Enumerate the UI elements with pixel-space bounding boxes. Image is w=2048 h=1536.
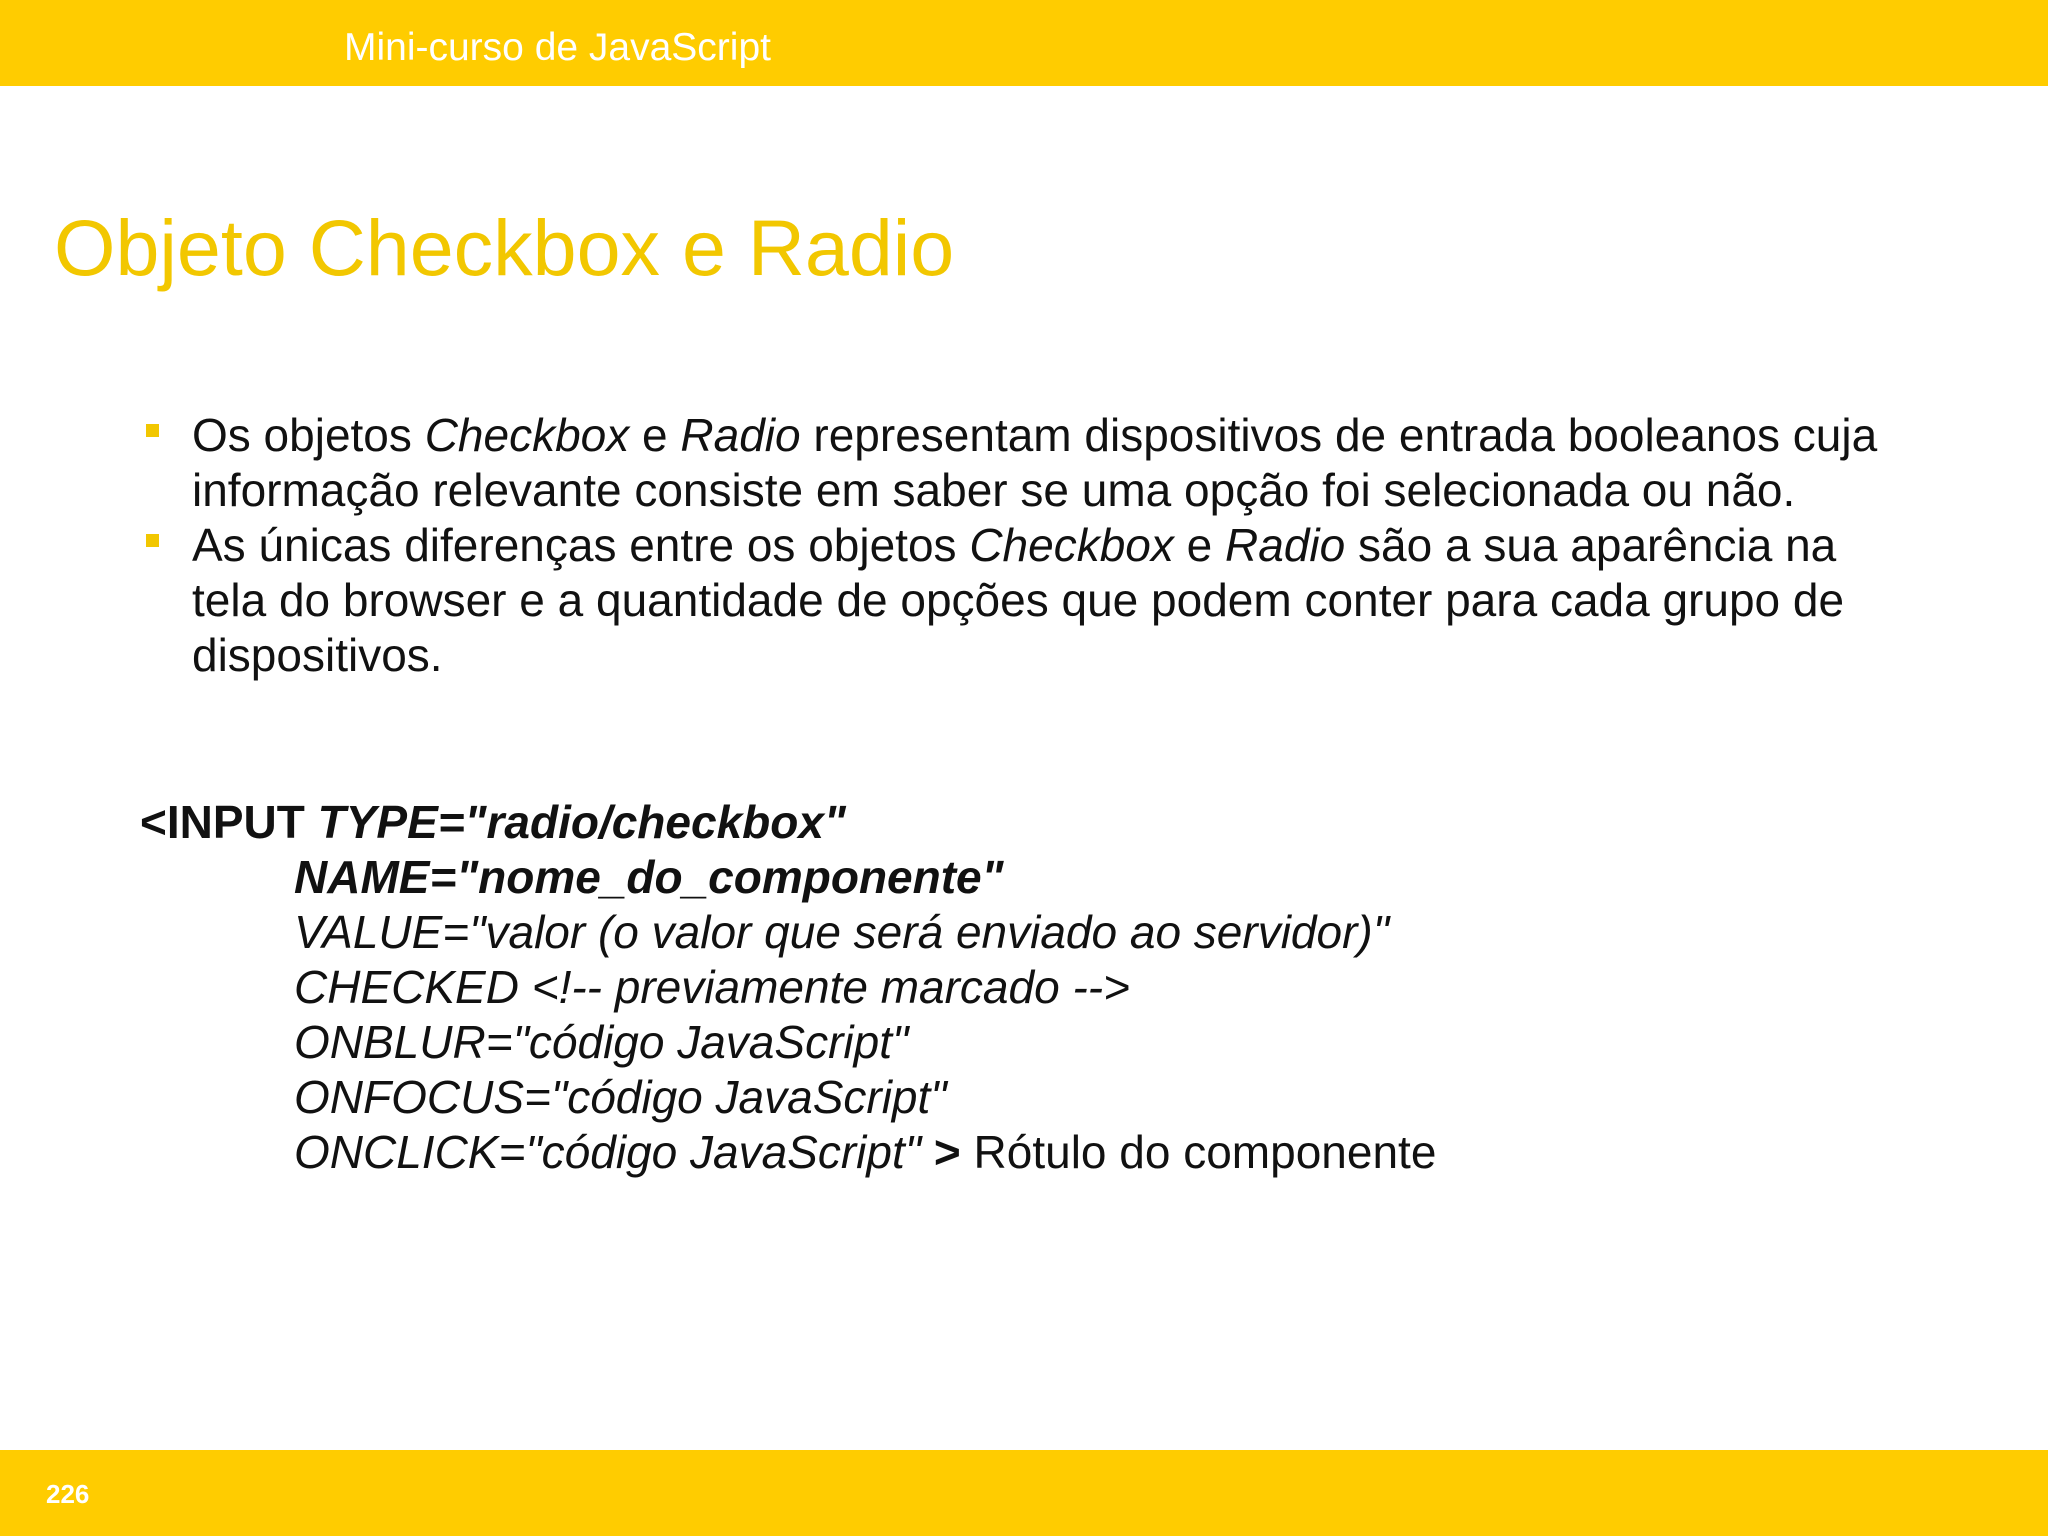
name-attribute: NAME bbox=[294, 851, 430, 903]
course-title: Mini-curso de JavaScript bbox=[344, 26, 771, 69]
component-label: Rótulo do componente bbox=[960, 1126, 1437, 1178]
bullet-square-icon bbox=[146, 534, 159, 547]
bullet-text: Os objetos bbox=[192, 409, 425, 461]
footer-bar bbox=[0, 1450, 2048, 1536]
checked-comment: <!-- previamente marcado --> bbox=[518, 961, 1130, 1013]
slide-title: Objeto Checkbox e Radio bbox=[54, 203, 955, 292]
bullet-text: e bbox=[629, 409, 681, 461]
syntax-line-onclick bbox=[140, 1125, 1436, 1180]
type-attribute: TYPE bbox=[317, 796, 438, 848]
bullet-text: representam dispositivos de entrada booleanos cuja informação relevante consiste em saber se uma opção foi selecionada ou não. bbox=[192, 409, 1878, 516]
type-value: ="radio/checkbox" bbox=[437, 796, 846, 848]
bullet-item bbox=[140, 408, 1900, 518]
checkbox-term: Checkbox bbox=[969, 519, 1174, 571]
input-syntax-block bbox=[140, 795, 1436, 1180]
syntax-line-onfocus: ONFOCUS="código JavaScript" bbox=[294, 1071, 947, 1123]
input-tag: <INPUT bbox=[140, 796, 318, 848]
syntax-line-onblur: ONBLUR="código JavaScript" bbox=[294, 1016, 909, 1068]
syntax-line-type bbox=[140, 795, 1436, 850]
header-bar bbox=[0, 0, 2048, 86]
onclick-attribute: ONCLICK="código JavaScript" bbox=[294, 1126, 922, 1178]
radio-term: Radio bbox=[1225, 519, 1346, 571]
syntax-line-checked bbox=[140, 960, 1436, 1015]
name-value: ="nome_do_componente" bbox=[429, 851, 1004, 903]
syntax-line-name bbox=[140, 850, 1436, 905]
tag-close: > bbox=[921, 1126, 961, 1178]
syntax-line-value: VALUE="valor (o valor que será enviado ao servidor)" bbox=[294, 906, 1390, 958]
checkbox-term: Checkbox bbox=[424, 409, 630, 461]
bullet-list bbox=[140, 408, 1900, 683]
bullet-text: e bbox=[1173, 519, 1226, 571]
bullet-square-icon bbox=[146, 424, 159, 437]
page-number: 226 bbox=[46, 1479, 90, 1509]
bullet-text: As únicas diferenças entre os objetos bbox=[192, 519, 970, 571]
bullet-text: são a sua aparência na tela do browser e a quantidade de opções que podem conter para cada grupo de dispositivos. bbox=[192, 519, 1845, 681]
radio-term: Radio bbox=[680, 409, 801, 461]
checked-attribute: CHECKED bbox=[294, 961, 519, 1013]
bullet-item bbox=[140, 518, 1900, 683]
